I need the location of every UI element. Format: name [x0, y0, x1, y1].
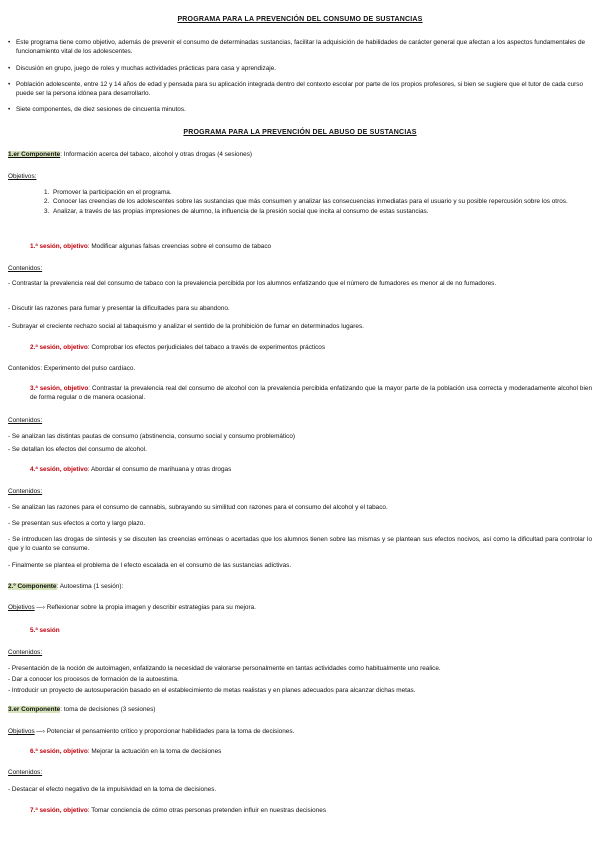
objetivo-text: Promover la participación en el programa.: [53, 189, 172, 196]
component-text: : Autoestima (1 sesión):: [56, 583, 124, 590]
contenidos-heading: [8, 264, 592, 273]
session-label: 7.ª sesión, objetivo: [30, 807, 88, 814]
objetivos-list: [44, 188, 592, 216]
session-6-heading: [30, 747, 592, 756]
session-2-heading: [30, 343, 592, 352]
component-label: 1.er Componente: [8, 151, 61, 158]
session-label: 4.ª sesión, objetivo: [30, 466, 88, 473]
objetivos-label: Objetivos: [8, 728, 35, 735]
main-title: PROGRAMA PARA LA PREVENCIÓN DEL CONSUMO DE SUSTANCIAS: [177, 16, 423, 23]
contenido-item: - Se analizan las distintas pautas de consumo (abstinencia, consumo social y consumo problemático): [8, 433, 296, 440]
component-text: : toma de decisiones (3 sesiones): [60, 706, 156, 713]
contenido-item: - Contrastar la prevalencia real del consumo de tabaco con la prevalencia percibida por los alumnos enfatizando que el número de fumadores es menor al de no fumadores.: [8, 280, 497, 287]
intro-bullet: • Discusión en grupo, juego de roles y muchas actividades prácticas para casa y aprendizaje.: [8, 64, 592, 73]
intro-bullet-list: [8, 38, 592, 122]
session-text: : Comprobar los efectos perjudiciales del tabaco a través de experimentos prácticos: [87, 344, 326, 351]
session-label: 2.ª sesión, objetivo: [30, 344, 88, 351]
contenidos-label: Contenidos:: [8, 417, 43, 424]
contenido-item: - Se introducen las drogas de síntesis y se discuten las creencias erróneas o acertadas que los alumnos tienen sobre las mismas y se plantean sus efectos nocivos, así como la dificultad para controlar lo que y lo cuanto se consume.: [8, 536, 592, 553]
session-label: 5.ª sesión: [30, 627, 60, 634]
contenido-item: - Dar a conocer los procesos de formación de la autoestima.: [8, 676, 179, 683]
objetivo-number: 1.: [44, 189, 50, 196]
component-label: 2.º Componente: [8, 583, 57, 590]
objetivos-text: —› Reflexionar sobre la propia imagen y describir estrategias para su mejora.: [34, 604, 256, 611]
session-3-heading: [30, 384, 592, 403]
component-3-objetivos: [8, 727, 592, 736]
contenido-item: - Destacar el efecto negativo de la impulsividad en la toma de decisiones.: [8, 786, 217, 793]
objetivo-item: [44, 207, 592, 216]
objetivo-text: Analizar, a través de las propias impresiones de alumno, la influencia de la presión social que incita al consumo de estas sustancias.: [53, 207, 429, 215]
component-2-heading: [8, 582, 592, 591]
contenido-item: - Introducir un proyecto de autosuperación basado en el establecimiento de metas realistas y en planes adecuados para alcanzar dichas metas.: [8, 687, 416, 694]
contenidos-heading: [8, 648, 592, 657]
contenidos-heading: [8, 487, 592, 496]
contenido-item: - Subrayar el creciente rechazo social al tabaquismo y analizar el sentido de la prohibición de fumar en determinados lugares.: [8, 323, 364, 330]
session-text: : Tomar conciencia de cómo otras personas pretenden influir en nuestras decisiones: [87, 807, 327, 814]
contenido-item: - Finalmente se plantea el problema de l efecto escalada en el consumo de las sustancias adictivas.: [8, 562, 292, 569]
session-text: : Modificar algunas falsas creencias sobre el consumo de tabaco: [87, 243, 272, 250]
contenidos-label: Contenidos:: [8, 488, 43, 495]
session-text: : Contrastar la prevalencia real del consumo de alcohol con la prevalencia percibida enfatizando que la mayor parte de la población usa correcta y moderadamente alcohol bien de forma regular o de manera ocasional.: [30, 385, 593, 402]
intro-bullet: • Siete componentes, de diez sesiones de cincuenta minutos.: [8, 105, 592, 114]
session-label: 3.ª sesión, objetivo: [30, 385, 89, 392]
session-5-heading: [30, 626, 592, 635]
session-label: 1.ª sesión, objetivo: [30, 243, 88, 250]
objetivo-item: [44, 188, 592, 197]
session-text: : Mejorar la actuación en la toma de decisiones: [87, 748, 222, 755]
objetivo-item: [44, 197, 592, 206]
session-2-contenidos: Contenidos: Experimento del pulso cardíaco.: [8, 365, 136, 372]
objetivo-text: Conocer las creencias de los adolescentes sobre las sustancias que más consumen y analizar las consecuencias inmediatas para el usuario y su posible repercusión sobre los otros.: [53, 198, 568, 206]
contenido-item: - Se presentan sus efectos a corto y largo plazo.: [8, 520, 146, 527]
sub-title: PROGRAMA PARA LA PREVENCIÓN DEL ABUSO DE SUSTANCIAS: [183, 129, 417, 136]
component-1-heading: [8, 150, 592, 159]
component-3-heading: [8, 705, 592, 714]
objetivos-heading: [8, 172, 592, 181]
contenidos-heading: [8, 768, 592, 777]
session-1-heading: [30, 242, 592, 251]
contenido-item: - Discutir las razones para fumar y presentar la dificultades para su abandono.: [8, 305, 230, 312]
objetivos-label: Objetivos:: [8, 173, 37, 180]
contenidos-label: Contenidos:: [8, 769, 43, 776]
contenidos-heading: [8, 416, 592, 425]
component-text: : Información acerca del tabaco, alcohol y otras drogas (4 sesiones): [60, 151, 253, 158]
contenido-item: - Se detallan los efectos del consumo de alcohol.: [8, 446, 147, 453]
component-2-objetivos: [8, 603, 592, 612]
contenido-item: - Presentación de la noción de autoimagen, enfatizando la necesidad de valorarse personalmente en tantas actividades como habitualmente uno realice.: [8, 665, 441, 672]
component-label: 3.er Componente: [8, 706, 61, 713]
objetivos-label: Objetivos: [8, 604, 35, 611]
intro-bullet: • Población adolescente, entre 12 y 14 años de edad y pensada para su aplicación integrada dentro del contexto escolar por parte de los propios profesores, si bien se sugiere que el tutor de cada curso puede ser la persona idónea para desarrollarlo.: [8, 80, 592, 99]
session-text: : Abordar el consumo de marihuana y otras drogas: [87, 466, 232, 473]
objetivo-number: 3.: [44, 207, 50, 215]
objetivos-text: —› Potenciar el pensamiento crítico y proporcionar habilidades para la toma de decisiones.: [34, 728, 295, 735]
contenido-item: - Se analizan las razones para el consumo de cannabis, subrayando su similitud con razones para el consumo del alcohol y el tabaco.: [8, 504, 388, 511]
session-7-heading: [30, 806, 592, 815]
objetivo-number: 2.: [44, 198, 50, 206]
contenidos-label: Contenidos:: [8, 649, 43, 656]
contenidos-label: Contenidos:: [8, 265, 43, 272]
session-label: 6.ª sesión, objetivo: [30, 748, 88, 755]
intro-bullet: • Este programa tiene como objetivo, además de prevenir el consumo de determinadas sustancias, facilitar la adquisición de habilidades de carácter general que afectan a los aspectos fundamentales de funcionamiento vital de los adolescentes.: [8, 38, 592, 57]
session-4-heading: [30, 465, 592, 474]
